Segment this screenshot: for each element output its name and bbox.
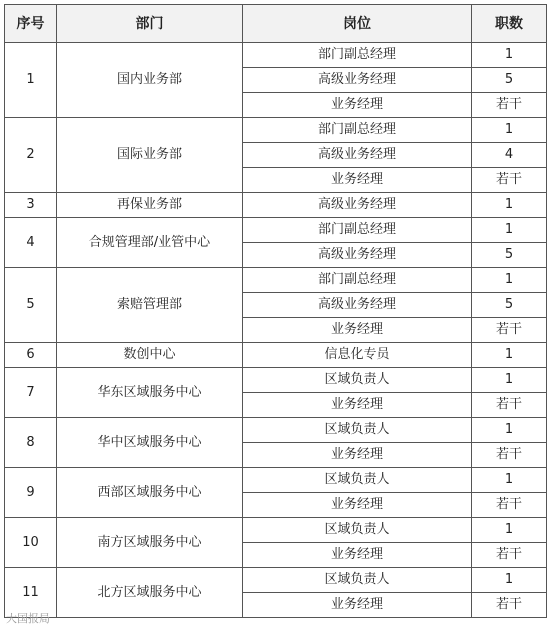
department-cell: 华中区域服务中心: [57, 418, 243, 468]
table-body: [5, 43, 547, 618]
position-cell: 区域负责人: [243, 368, 472, 393]
position-cell: 高级业务经理: [243, 193, 472, 218]
department-cell: 西部区域服务中心: [57, 468, 243, 518]
row-number: 9: [5, 468, 57, 518]
table-row: [5, 268, 547, 293]
header-position: 岗位: [243, 5, 472, 43]
row-number: 10: [5, 518, 57, 568]
table-row: [5, 418, 547, 443]
position-cell: 高级业务经理: [243, 143, 472, 168]
count-cell: 若干: [472, 593, 547, 618]
count-cell: 5: [472, 243, 547, 268]
position-cell: 业务经理: [243, 318, 472, 343]
position-cell: 高级业务经理: [243, 293, 472, 318]
table-row: [5, 568, 547, 593]
count-cell: 若干: [472, 168, 547, 193]
count-cell: 1: [472, 368, 547, 393]
count-cell: 1: [472, 43, 547, 68]
count-cell: 1: [472, 468, 547, 493]
position-cell: 信息化专员: [243, 343, 472, 368]
row-number: 3: [5, 193, 57, 218]
count-cell: 1: [472, 218, 547, 243]
count-cell: 4: [472, 143, 547, 168]
row-number: 2: [5, 118, 57, 193]
position-cell: 部门副总经理: [243, 118, 472, 143]
row-number: 11: [5, 568, 57, 618]
count-cell: 1: [472, 418, 547, 443]
count-cell: 若干: [472, 93, 547, 118]
table-row: [5, 468, 547, 493]
table-row: [5, 118, 547, 143]
position-cell: 业务经理: [243, 543, 472, 568]
department-cell: 北方区域服务中心: [57, 568, 243, 618]
count-cell: 5: [472, 293, 547, 318]
count-cell: 1: [472, 118, 547, 143]
count-cell: 1: [472, 268, 547, 293]
count-cell: 若干: [472, 443, 547, 468]
position-cell: 部门副总经理: [243, 218, 472, 243]
position-cell: 业务经理: [243, 168, 472, 193]
position-cell: 业务经理: [243, 443, 472, 468]
department-cell: 再保业务部: [57, 193, 243, 218]
row-number: 4: [5, 218, 57, 268]
row-number: 8: [5, 418, 57, 468]
table-row: [5, 43, 547, 68]
header-count: 职数: [472, 5, 547, 43]
row-number: 1: [5, 43, 57, 118]
count-cell: 1: [472, 568, 547, 593]
count-cell: 若干: [472, 543, 547, 568]
watermark: 大国报局: [6, 612, 50, 625]
table-row: [5, 193, 547, 218]
header-dept: 部门: [57, 5, 243, 43]
table-row: [5, 368, 547, 393]
department-cell: 华东区域服务中心: [57, 368, 243, 418]
department-cell: 索赔管理部: [57, 268, 243, 343]
position-cell: 部门副总经理: [243, 268, 472, 293]
count-cell: 1: [472, 518, 547, 543]
department-cell: 国际业务部: [57, 118, 243, 193]
row-number: 5: [5, 268, 57, 343]
department-cell: 南方区域服务中心: [57, 518, 243, 568]
table-row: [5, 518, 547, 543]
count-cell: 若干: [472, 493, 547, 518]
department-cell: 合规管理部/业管中心: [57, 218, 243, 268]
position-cell: 区域负责人: [243, 418, 472, 443]
position-cell: 业务经理: [243, 593, 472, 618]
position-cell: 业务经理: [243, 493, 472, 518]
position-cell: 业务经理: [243, 393, 472, 418]
positions-table: [4, 4, 547, 618]
position-cell: 高级业务经理: [243, 243, 472, 268]
position-cell: 区域负责人: [243, 468, 472, 493]
department-cell: 国内业务部: [57, 43, 243, 118]
row-number: 7: [5, 368, 57, 418]
count-cell: 5: [472, 68, 547, 93]
count-cell: 若干: [472, 318, 547, 343]
position-cell: 部门副总经理: [243, 43, 472, 68]
table-row: [5, 343, 547, 368]
department-cell: 数创中心: [57, 343, 243, 368]
header-row: [5, 5, 547, 43]
header-no: 序号: [5, 5, 57, 43]
position-cell: 区域负责人: [243, 568, 472, 593]
table-row: [5, 218, 547, 243]
position-cell: 区域负责人: [243, 518, 472, 543]
count-cell: 1: [472, 343, 547, 368]
row-number: 6: [5, 343, 57, 368]
position-cell: 高级业务经理: [243, 68, 472, 93]
count-cell: 若干: [472, 393, 547, 418]
position-cell: 业务经理: [243, 93, 472, 118]
count-cell: 1: [472, 193, 547, 218]
